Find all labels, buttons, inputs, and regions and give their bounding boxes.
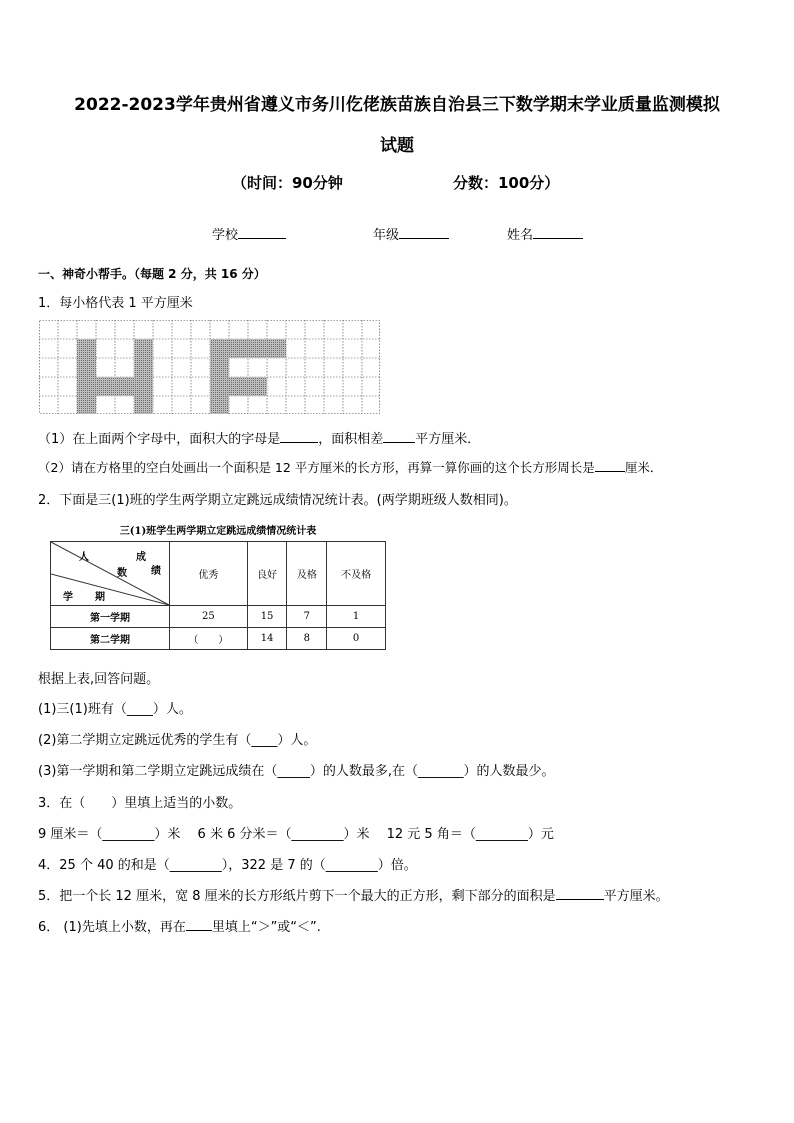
q1-stem: 1．每小格代表 1 平方厘米 <box>38 296 193 311</box>
table-cell-blank[interactable]: （ ） <box>170 628 248 650</box>
q6-text <box>38 916 321 935</box>
letter-grid <box>39 320 381 414</box>
table-row <box>51 628 386 650</box>
grade-label: 年级 <box>373 228 400 243</box>
q2-sub1: (1)三(1)班有（____）人。 <box>38 702 192 717</box>
page-title: 2022-2023学年贵州省遵义市务川仡佬族苗族自治县三下数学期末学业质量监测模拟 <box>74 95 720 115</box>
grade-blank <box>399 226 449 239</box>
q3-stem: 3．在（ ）里填上适当的小数。 <box>38 796 242 811</box>
diag-label: 学 <box>63 592 73 603</box>
column-header: 及格 <box>287 542 327 606</box>
column-header: 不及格 <box>327 542 386 606</box>
q1-sub2-text-a: （2）请在方格里的空白处画出一个面积是 12 平方厘米的长方形，再算一算你画的这个长方形周长是 <box>38 460 595 475</box>
row-label: 第二学期 <box>51 628 170 650</box>
q1-sub1-text-a: （1）在上面两个字母中，面积大的字母是 <box>38 432 281 447</box>
q6-text-b: 里填上“＞”或“＜”. <box>211 920 321 935</box>
school-field <box>212 224 286 243</box>
table-cell: 8 <box>287 628 327 650</box>
q6-text-a: 6． (1)先填上小数，再在 <box>38 920 186 935</box>
section-heading: 一、神奇小帮手。（每题 2 分，共 16 分） <box>38 267 266 281</box>
table-cell: 25 <box>170 606 248 628</box>
answer-blank[interactable] <box>595 459 625 472</box>
q2-intro: 根据上表,回答问题。 <box>38 672 160 687</box>
name-field <box>507 224 583 243</box>
table-header-row <box>51 542 386 606</box>
answer-blank[interactable] <box>186 918 212 931</box>
table-row <box>51 606 386 628</box>
answer-blank[interactable] <box>383 430 415 443</box>
name-label: 姓名 <box>507 228 534 243</box>
grade-field <box>373 224 449 243</box>
q1-sub2 <box>38 458 662 476</box>
diag-label: 人 <box>79 552 89 563</box>
q5-text-a: 5．把一个长 12 厘米，宽 8 厘米的长方形纸片剪下一个最大的正方形，剩下部分的面积是 <box>38 889 556 904</box>
column-header: 优秀 <box>170 542 248 606</box>
letter-f-shape <box>210 339 286 414</box>
stats-table-caption: 三(1)班学生两学期立定跳远成绩情况统计表 <box>119 526 317 537</box>
answer-blank[interactable] <box>556 887 604 900</box>
diag-label: 成 <box>136 552 146 563</box>
answer-blank[interactable] <box>280 430 318 443</box>
diag-label: 绩 <box>151 566 161 577</box>
row-label: 第一学期 <box>51 606 170 628</box>
table-cell: 1 <box>327 606 386 628</box>
page-title-line2: 试题 <box>380 136 414 156</box>
q1-sub2-text-b: 厘米． <box>624 460 663 475</box>
table-cell: 0 <box>327 628 386 650</box>
q2-sub2: (2)第二学期立定跳远优秀的学生有（____）人。 <box>38 733 317 748</box>
q2-stem: 2．下面是三(1)班的学生两学期立定跳远成绩情况统计表。(两学期班级人数相同)。 <box>38 493 517 508</box>
q1-sub1-text-b: ，面积相差 <box>318 432 384 447</box>
table-cell: 14 <box>247 628 287 650</box>
q1-sub1-text-c: 平方厘米． <box>415 432 481 447</box>
q5-text-b: 平方厘米。 <box>603 889 669 904</box>
diag-label: 数 <box>117 568 127 579</box>
diagonal-header-cell <box>51 542 170 606</box>
column-header: 良好 <box>247 542 287 606</box>
q2-sub3: (3)第一学期和第二学期立定跳远成绩在（_____）的人数最多,在（_______）的人数最少。 <box>38 764 555 779</box>
school-blank <box>238 226 286 239</box>
q5-text <box>38 885 669 904</box>
diag-label: 期 <box>95 592 105 603</box>
table-cell: 7 <box>287 606 327 628</box>
q1-sub1 <box>38 428 480 447</box>
table-cell: 15 <box>247 606 287 628</box>
stats-table-block <box>50 522 386 650</box>
school-label: 学校 <box>212 228 239 243</box>
stats-table <box>50 541 386 650</box>
exam-score: 分数：100分） <box>453 174 560 192</box>
q4-text: 4．25 个 40 的和是（________），322 是 7 的（________）倍。 <box>38 858 417 873</box>
name-blank <box>533 226 583 239</box>
exam-time: （时间：90分钟 <box>232 174 343 192</box>
q3-fill-line: 9 厘米＝（________）米 6 米 6 分米＝（________）米 12 元 5 角＝（________）元 <box>38 827 554 842</box>
